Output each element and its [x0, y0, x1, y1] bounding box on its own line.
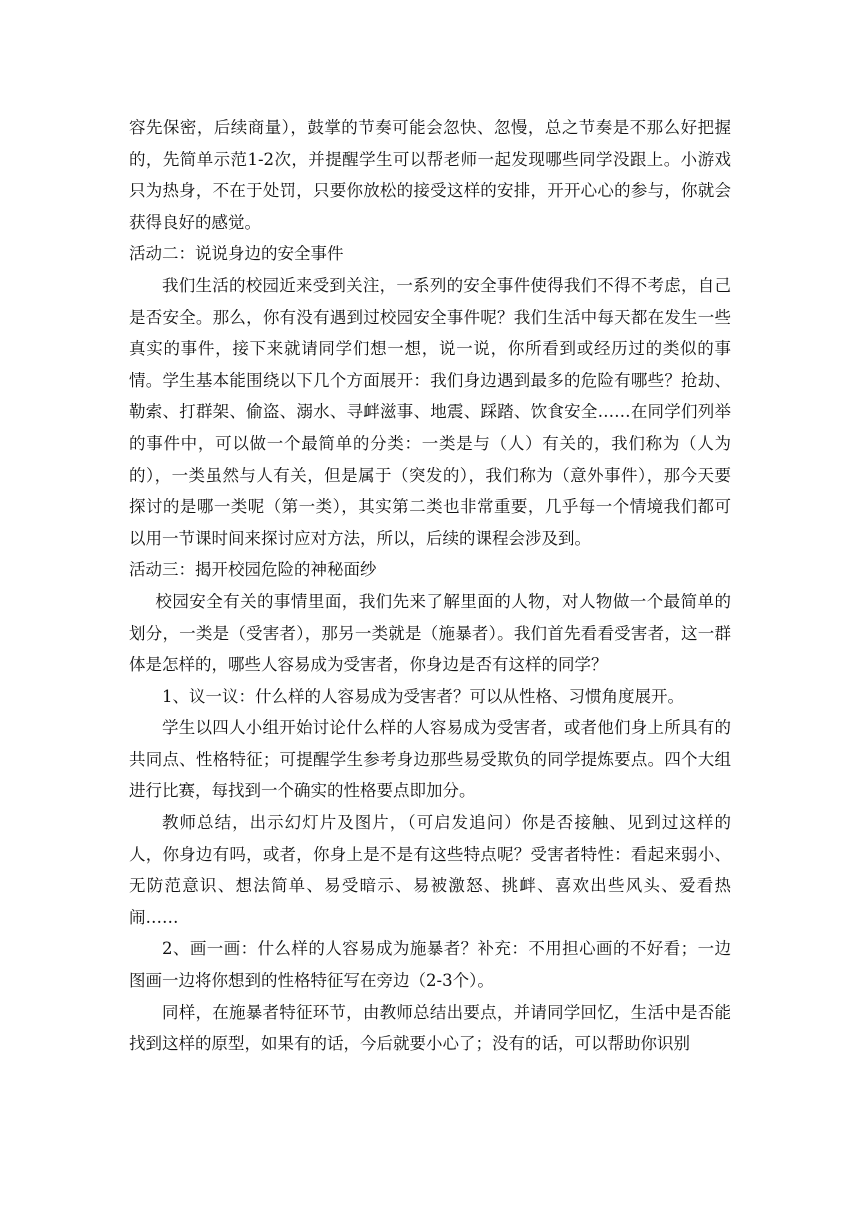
body-paragraph-2: 我们生活的校园近来受到关注，一系列的安全事件使得我们不得不考虑，自己是否安全。那么，你有没有遇到过校园安全事件呢？我们生活中每天都在发生一些真实的事件，接下来就请同学们想一想，说一说，你所看到或经历过的类似的事情。学生基本能围绕以下几个方面展开：我们身边遇到最多的危险有哪些？抢劫、勒索、打群架、偷盗、溺水、寻衅滋事、地震、踩踏、饮食安全……在同学们列举的事件中，可以做一个最简单的分类：一类是与（人）有关的，我们称为（人为的），一类虽然与人有关，但是属于（突发的），我们称为（意外事件），那今天要探讨的是哪一类呢（第一类），其实第二类也非常重要，几乎每一个情境我们都可以用一节课时间来探讨应对方法，所以，后续的课程会涉及到。: [129, 275, 731, 548]
body-paragraph-5: 学生以四人小组开始讨论什么样的人容易成为受害者，或者他们身上所具有的共同点、性格特征；可提醒学生参考身边那些易受欺负的同学提炼要点。四个大组进行比赛，每找到一个确实的性格要点即加分。: [129, 718, 731, 801]
body-paragraph-8: 同样，在施暴者特征环节，由教师总结出要点，并请同学回忆，生活中是否能找到这样的原型，如果有的话，今后就要小心了；没有的话，可以帮助你识别: [129, 1002, 731, 1054]
section-heading-activity-2: 活动二：说说身边的安全事件: [129, 244, 344, 264]
body-paragraph-1: 容先保密，后续商量），鼓掌的节奏可能会忽快、忽慢，总之节奏是不那么好把握的，先简单示范1-2次，并提醒学生可以帮老师一起发现哪些同学没跟上。小游戏只为热身，不在于处罚，只要你放松的接受这样的安排，开开心心的参与，你就会获得良好的感觉。: [129, 118, 731, 232]
section-heading-activity-3: 活动三：揭开校园危险的神秘面纱: [129, 560, 377, 580]
body-paragraph-6: 教师总结，出示幻灯片及图片，（可启发追问）你是否接触、见到过这样的人，你身边有吗，或者，你身上是不是有这些特点呢？受害者特性：看起来弱小、无防范意识、想法简单、易受暗示、易被激怒、挑衅、喜欢出些风头、爱看热闹……: [129, 813, 731, 927]
document-page: [129, 112, 731, 1060]
body-paragraph-3: 校园安全有关的事情里面，我们先来了解里面的人物，对人物做一个最简单的划分，一类是（受害者），那另一类就是（施暴者）。我们首先看看受害者，这一群体是怎样的，哪些人容易成为受害者，你身边是否有这样的同学？: [129, 591, 731, 675]
body-paragraph-7: 2、画一画：什么样的人容易成为施暴者？补充：不用担心画的不好看；一边图画一边将你想到的性格特征写在旁边（2-3个）。: [129, 939, 731, 991]
body-paragraph-4: 1、议一议：什么样的人容易成为受害者？可以从性格、习惯角度展开。: [162, 686, 684, 706]
